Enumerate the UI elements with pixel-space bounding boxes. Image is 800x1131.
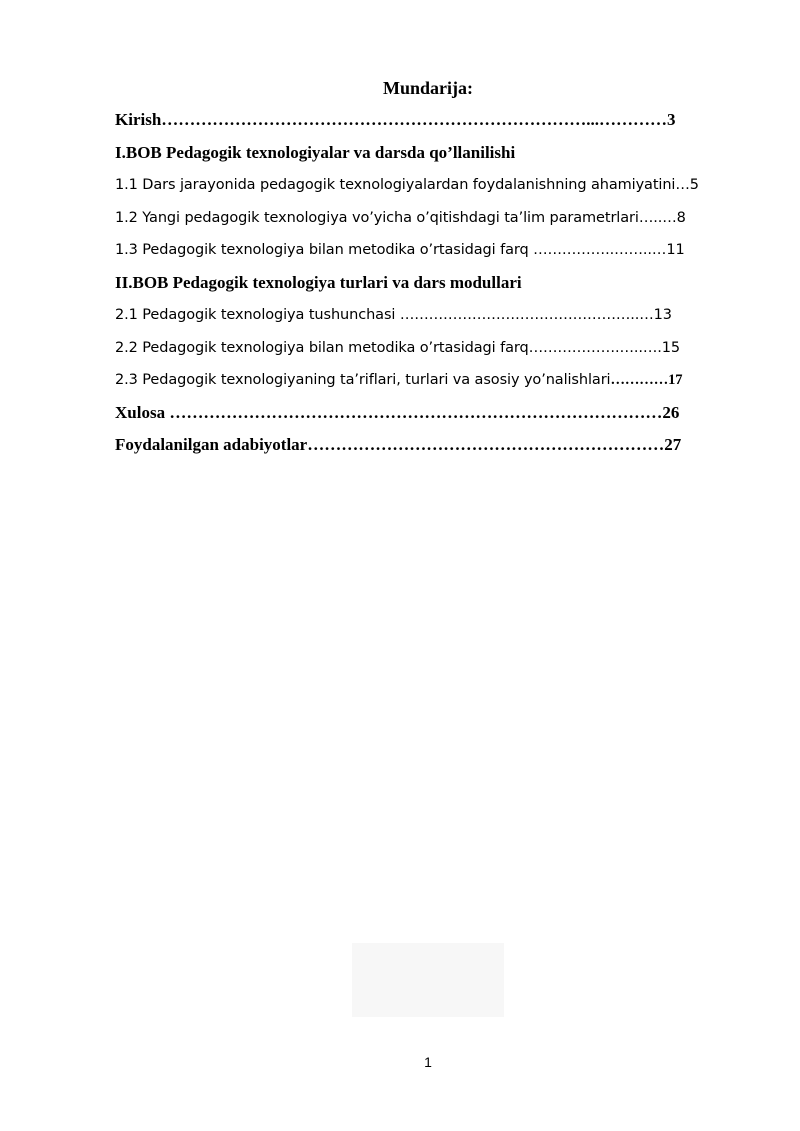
- toc-entry-kirish: Kirish…………………………………………………………………...…………3: [115, 110, 676, 129]
- toc-entry-1-1: 1.1 Dars jarayonida pedagogik texnologiyalardan foydalanishning ahamiyatini…5: [115, 177, 699, 193]
- page-number: 1: [424, 1054, 432, 1070]
- toc-chapter-1-heading: I.BOB Pedagogik texnologiyalar va darsda qo’llanilishi: [115, 142, 516, 162]
- faint-placeholder-box: [352, 943, 504, 1017]
- toc-entry-xulosa: Xulosa ……………………………………………………………………………26: [115, 402, 680, 422]
- table-of-contents: [115, 109, 741, 467]
- toc-entry-2-3-page: …………17: [610, 372, 683, 388]
- toc-entry-2-1: 2.1 Pedagogik texnologiya tushunchasi …………………………………………..…13: [115, 307, 672, 323]
- toc-entry-2-2: 2.2 Pedagogik texnologiya bilan metodika o’rtasidagi farq……………….…..….15: [115, 339, 681, 356]
- page-title: Mundarija:: [383, 78, 473, 98]
- toc-entry-foydalanilgan-adabiyotlar: Foydalanilgan adabiyotlar………………………………………………………27: [115, 435, 682, 454]
- toc-entry-1-3: 1.3 Pedagogik texnologiya bilan metodika o’rtasidagi farq ……………..……..…11: [115, 242, 685, 258]
- toc-entry-2-3-title: 2.3 Pedagogik texnologiyaning ta’riflari, turlari va asosiy yo’nalishlari: [115, 372, 611, 388]
- toc-entry-2-3: [115, 369, 741, 402]
- toc-chapter-2-heading: II.BOB Pedagogik texnologiya turlari va dars modullari: [115, 272, 522, 292]
- toc-entry-1-2: 1.2 Yangi pedagogik texnologiya vo’yicha o’qitishdagi ta’lim parametrlari…..…8: [115, 209, 686, 226]
